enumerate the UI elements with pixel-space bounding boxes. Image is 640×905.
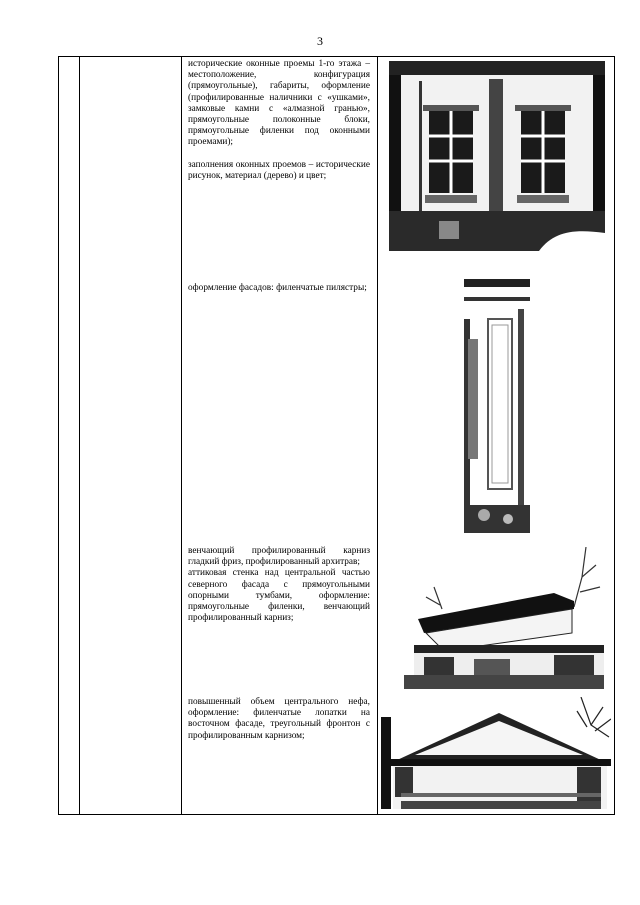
description-cell <box>188 283 370 294</box>
description-cell <box>188 546 370 624</box>
page-number: 3 <box>317 34 323 48</box>
description-paragraph: оформление фасадов: филенчатые пилястры; <box>188 283 367 293</box>
table <box>58 56 615 815</box>
description-paragraph: исторические оконные проемы 1-го этажа – местоположение, конфигурация (прямоугольные), габариты, оформление (профилированные наличники с «ушками», замковые камни с «алмазной гранью», прямоугольные полоконные блоки, прямоугольные филенки под оконными проемами); <box>188 59 370 148</box>
description-paragraph: венчающий профилированный карниз гладкий фриз, профилированный архитрав; <box>188 546 370 568</box>
paneled-pilaster-photo <box>464 279 530 533</box>
description-cell <box>188 697 370 742</box>
facade-windows-photo <box>389 61 605 251</box>
description-paragraph: заполнения оконных проемов – исторические рисунок, материал (дерево) и цвет; <box>188 159 370 181</box>
column-divider <box>79 57 80 814</box>
pediment-photo <box>381 697 611 809</box>
description-paragraph: повышенный объем центрального нефа, оформление: филенчатые лопатки на восточном фасаде, треугольный фронтон с профилированным карнизом; <box>188 697 370 741</box>
column-divider <box>181 57 182 814</box>
attic-wall-photo <box>404 547 604 689</box>
column-divider <box>377 57 378 814</box>
description-paragraph: аттиковая стенка над центральной частью северного фасада с прямоугольными опорными тумбами, оформление: прямоугольные филенки, венчающий профилированный карниз; <box>188 568 370 624</box>
description-cell <box>188 59 370 182</box>
